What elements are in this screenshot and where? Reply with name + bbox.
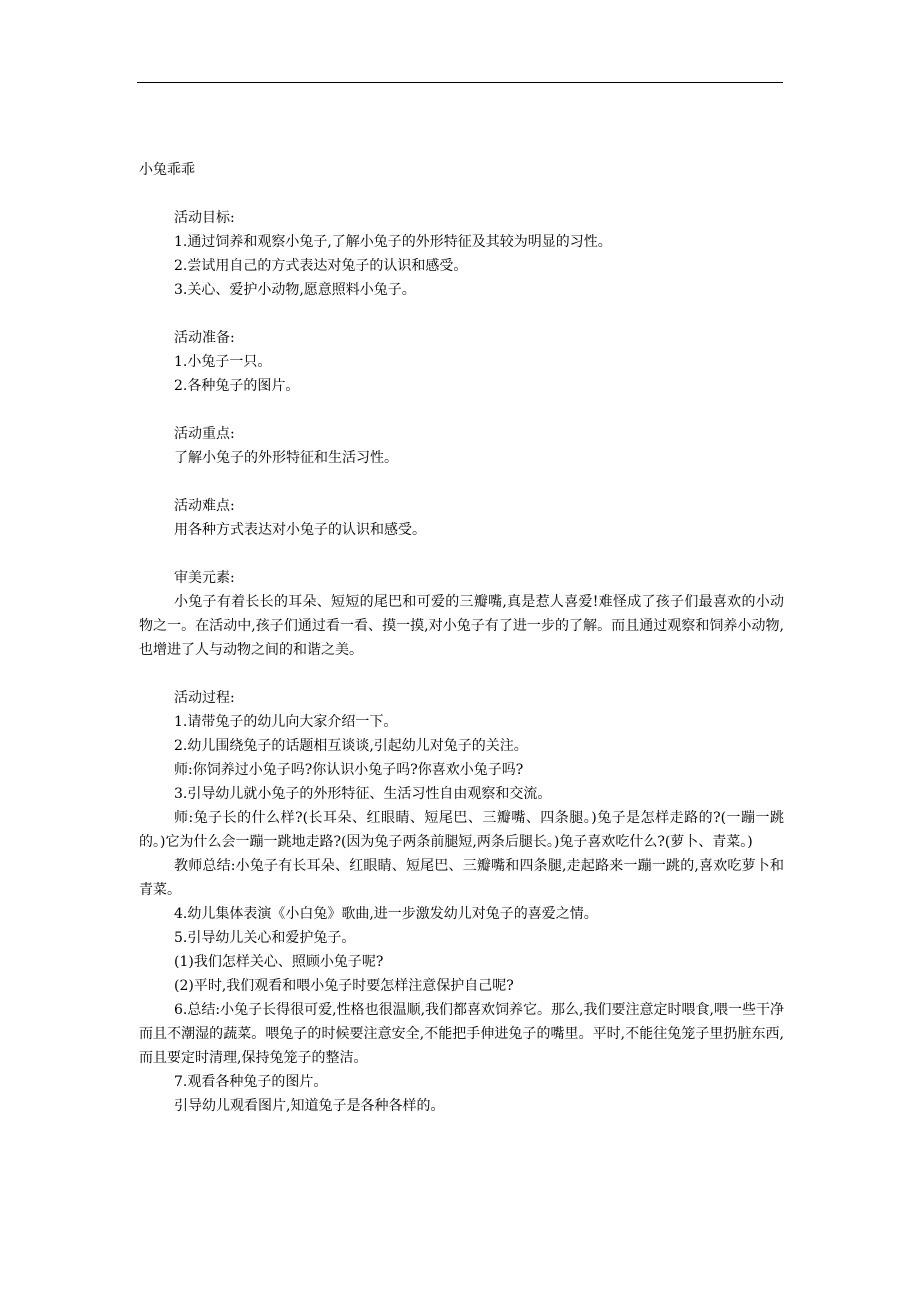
goal-item: 3.关心、爱护小动物,愿意照料小兔子。 xyxy=(174,282,416,298)
process-line: 1.请带兔子的幼儿向大家介绍一下。 xyxy=(174,714,398,730)
process-line: 3.引导幼儿就小兔子的外形特征、生活习性自由观察和交流。 xyxy=(174,786,552,802)
process-line: 5.引导幼儿关心和爱护兔子。 xyxy=(174,930,356,946)
section-goals xyxy=(139,206,784,302)
section-heading: 活动重点: xyxy=(174,426,235,442)
preparation-item: 1.小兔子一只。 xyxy=(174,354,272,370)
process-line: 7.观看各种兔子的图片。 xyxy=(174,1074,328,1090)
goal-item: 1.通过饲养和观察小兔子,了解小兔子的外形特征及其较为明显的习性。 xyxy=(174,234,612,250)
section-process xyxy=(139,686,784,1118)
process-line: 2.幼儿围绕兔子的话题相互谈谈,引起幼儿对兔子的关注。 xyxy=(174,738,528,754)
process-line: 师:你饲养过小兔子吗?你认识小兔子吗?你喜欢小兔子吗? xyxy=(174,762,524,778)
section-heading: 活动准备: xyxy=(174,330,235,346)
difficulty-text: 用各种方式表达对小兔子的认识和感受。 xyxy=(174,522,426,538)
process-line: (2)平时,我们观看和喂小兔子时要怎样注意保护自己呢? xyxy=(174,978,514,994)
summary-paragraph: 6.总结:小兔子长得很可爱,性格也很温顺,我们都喜欢饲养它。那么,我们要注意定时喂食,喂一些干净而且不潮湿的蔬菜。喂兔子的时候要注意安全,不能把手伸进兔子的嘴里。平时,不能往兔笼子里扔脏东西,而且要定时清理,保持兔笼子的整洁。 xyxy=(139,1002,784,1066)
goal-item: 2.尝试用自己的方式表达对兔子的认识和感受。 xyxy=(174,258,468,274)
section-difficulty xyxy=(139,494,784,542)
preparation-item: 2.各种兔子的图片。 xyxy=(174,378,300,394)
teacher-summary-paragraph: 教师总结:小兔子有长耳朵、红眼睛、短尾巴、三瓣嘴和四条腿,走起路来一蹦一跳的,喜欢吃萝卜和青菜。 xyxy=(139,858,784,898)
section-heading: 活动目标: xyxy=(174,210,235,226)
section-key-point xyxy=(139,422,784,470)
process-line: 引导幼儿观看图片,知道兔子是各种各样的。 xyxy=(174,1098,445,1114)
section-heading: 审美元素: xyxy=(174,570,235,586)
teacher-question-paragraph: 师:兔子长的什么样?(长耳朵、红眼睛、短尾巴、三瓣嘴、四条腿。)兔子是怎样走路的?(一蹦一跳的。)它为什么会一蹦一跳地走路?(因为兔子两条前腿短,两条后腿长。)兔子喜欢吃什么?(萝卜、青菜。) xyxy=(139,810,784,850)
aesthetic-paragraph: 小兔子有着长长的耳朵、短短的尾巴和可爱的三瓣嘴,真是惹人喜爱!难怪成了孩子们最喜欢的小动物之一。在活动中,孩子们通过看一看、摸一摸,对小兔子有了进一步的了解。而且通过观察和饲养小动物,也增进了人与动物之间的和谐之美。 xyxy=(139,594,784,658)
document-title: 小兔乖乖 xyxy=(139,162,195,178)
document-page xyxy=(139,158,784,1142)
header-rule xyxy=(137,82,783,83)
section-heading: 活动过程: xyxy=(174,690,235,706)
section-heading: 活动难点: xyxy=(174,498,235,514)
process-line: (1)我们怎样关心、照顾小兔子呢? xyxy=(174,954,384,970)
process-line: 4.幼儿集体表演《小白兔》歌曲,进一步激发幼儿对兔子的喜爱之情。 xyxy=(174,906,598,922)
section-preparation xyxy=(139,326,784,398)
section-aesthetic xyxy=(139,566,784,662)
key-point-text: 了解小兔子的外形特征和生活习性。 xyxy=(174,450,398,466)
